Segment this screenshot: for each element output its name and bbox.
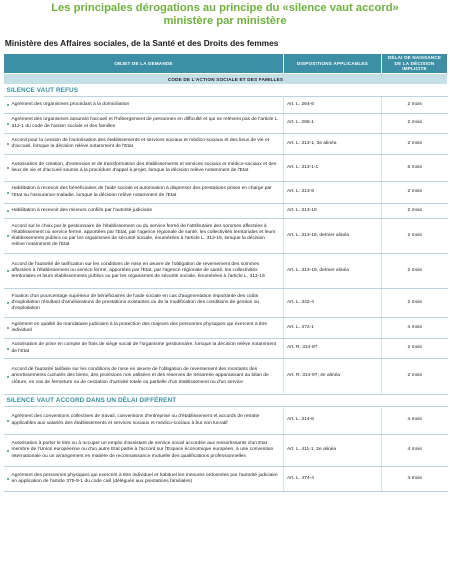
cell-objet <box>4 407 284 435</box>
cell-objet <box>4 359 284 395</box>
cell-objet-text: Agrément des conventions collectives de travail, conventions d'entreprise ou d'établissement et accords de retraite applicables aux salariés des établissements et services sociaux et médico-sociaux à but non lucratif <box>11 414 260 426</box>
bullet-icon <box>7 235 9 237</box>
cell-objet <box>4 114 284 134</box>
bullet-icon <box>7 450 9 452</box>
column-header-objet: OBJET DE LA DEMANDE <box>4 54 284 74</box>
bullet-icon <box>7 348 9 350</box>
table-row <box>4 114 448 134</box>
column-header-dispositions: DISPOSITIONS APPLICABLES <box>284 54 382 74</box>
cell-delai: 2 mois <box>382 182 448 204</box>
cell-objet-text: Autorisation de prise en compte de frais de siège social de l'organisme gestionnaire, lorsque la décision relève notamment de l'Etat <box>11 342 277 354</box>
cell-delai: 2 mois <box>382 254 448 289</box>
bullet-icon <box>7 420 9 422</box>
cell-dispositions: Art. L. 411-1, 2e alinéa <box>284 435 382 467</box>
cell-delai: 2 mois <box>382 289 448 318</box>
bullet-icon <box>7 123 9 125</box>
cell-delai: 2 mois <box>382 204 448 219</box>
cell-objet <box>4 435 284 467</box>
cell-objet <box>4 182 284 204</box>
cell-delai: 4 mois <box>382 435 448 467</box>
cell-delai: 4 mois <box>382 318 448 339</box>
bullet-icon <box>7 104 9 106</box>
cell-dispositions: Art. L. 313-8 <box>284 182 382 204</box>
cell-objet-text: Accord pour la cession de l'autorisation des établissements et services sociaux et médico-sociaux et des lieux de vie et d'accueil, lorsque la décision relève notamment de l'Etat <box>11 137 270 149</box>
cell-objet <box>4 134 284 155</box>
bullet-icon <box>7 376 9 378</box>
cell-dispositions: Art. R. 314-97, 4e alinéa <box>284 359 382 395</box>
column-header-delai: DÉLAI DE NAISSANCE DE LA DÉCISION IMPLICITE <box>382 54 448 74</box>
cell-dispositions: Art. L. 313-19, dernier alinéa <box>284 219 382 254</box>
cell-objet <box>4 204 284 219</box>
cell-delai: 4 mois <box>382 407 448 435</box>
derogations-table <box>3 53 448 492</box>
cell-dispositions: Art. L. 264-6 <box>284 97 382 114</box>
table-row <box>4 219 448 254</box>
cell-objet <box>4 155 284 182</box>
title-line-1: Les principales dérogations au principe du «silence vaut accord» <box>51 2 399 14</box>
cell-objet <box>4 339 284 359</box>
cell-dispositions: Art. L. 472-1 <box>284 318 382 339</box>
table-row <box>4 435 448 467</box>
cell-dispositions: Art. R. 314-87 <box>284 339 382 359</box>
bullet-icon <box>7 143 9 145</box>
table-row <box>4 467 448 492</box>
cell-objet-text: Agrément en qualité de mandataire judiciaire à la protection des majeurs des personnes physiques qui exercent à titre individuel <box>11 321 268 333</box>
cell-objet-text: Autorisation de création, d'extension et de transformation des établissements et services sociaux et médico-sociaux et des lieux de vie et d'accueil soumis à la procédure d'appel à projet, lorsque la décision relève notamment de l'Etat <box>11 161 277 173</box>
cell-objet <box>4 467 284 492</box>
cell-dispositions: Art. L. 265-1 <box>284 114 382 134</box>
bullet-icon <box>7 478 9 480</box>
cell-objet-text: Agrément des organismes assurant l'accueil et l'hébergement de personnes en difficulté et qui ne relèvent pas de l'article L. 312-1 du code de l'action sociale et des familles <box>11 117 279 129</box>
ministry-heading: Ministère des Affaires sociales, de la Santé et des Droits des femmes <box>4 38 279 48</box>
cell-delai: 6 mois <box>382 155 448 182</box>
table-row <box>4 204 448 219</box>
cell-objet-text: Fixation d'un pourcentage supérieur de bénéficiaires de l'aide sociale en cas d'augmentation importante des coûts d'exploitation résultant d'améliorations de prestations existantes ou de la modification des conditions de gestion ou d'exploitation <box>11 293 260 312</box>
table-body <box>4 74 448 492</box>
code-title: CODE DE L'ACTION SOCIALE ET DES FAMILLES <box>4 74 448 85</box>
table-row <box>4 407 448 435</box>
cell-delai: 2 mois <box>382 359 448 395</box>
cell-objet-text: Autorisation à porter le titre ou à occuper un emploi d'assistant de service social accordée aux ressortissants d'un Etat membre de l'Union européenne ou d'un autre Etat partie à l'accord sur l'Espace économique européen, à une convention internationale ou un arrangement en matière de reconnaissance mutuelle des qualifications professionnelles <box>11 441 274 459</box>
cell-dispositions: Art. L. 342-4 <box>284 289 382 318</box>
table-row <box>4 318 448 339</box>
table-row <box>4 254 448 289</box>
cell-objet-text: Accord de l'autorité tarifaire sur les conditions de mise en œuvre de l'obligation de reversement des montants des amortissements cumulés des biens, des provisions non utilisées et des réserves de trésorerie apparaissant au bilan de clôture, en cas de fermeture ou de cessation d'activité totale ou partielle d'un établissement ou d'un service <box>11 367 269 385</box>
table-header-row <box>4 54 448 74</box>
cell-dispositions: Art. L. 313-1, 3e alinéa <box>284 134 382 155</box>
cell-dispositions: Art. L. 474-4 <box>284 467 382 492</box>
cell-objet-text: Agrément des personnes physiques qui exercent à titre individuel et habituel les mesures ordonnées par l'autorité judiciaire en application de l'article 375-9-1 du code civil (délégués aux prestations familiales) <box>11 472 278 484</box>
table-row <box>4 134 448 155</box>
section-row <box>4 85 448 97</box>
bullet-icon <box>7 210 9 212</box>
section-title: SILENCE VAUT ACCORD DANS UN DÉLAI DIFFÉRENT <box>4 395 448 407</box>
cell-objet <box>4 219 284 254</box>
table-row <box>4 339 448 359</box>
section-row <box>4 395 448 407</box>
bullet-icon <box>7 270 9 272</box>
table-row <box>4 155 448 182</box>
table-row <box>4 182 448 204</box>
cell-objet <box>4 254 284 289</box>
title-line-2: ministère par ministère <box>163 14 287 27</box>
table-row <box>4 359 448 395</box>
cell-delai: 2 mois <box>382 97 448 114</box>
cell-dispositions: Art. L. 313-1-1 <box>284 155 382 182</box>
cell-objet-text: Agrément des organismes procédant à la domiciliation <box>11 101 130 107</box>
cell-delai: 4 mois <box>382 467 448 492</box>
cell-delai: 2 mois <box>382 339 448 359</box>
section-title: SILENCE VAUT REFUS <box>4 85 448 97</box>
cell-objet-text: Habilitation à recevoir des mineurs confiés par l'autorité judiciaire <box>11 207 153 213</box>
cell-delai: 2 mois <box>382 134 448 155</box>
cell-objet <box>4 289 284 318</box>
cell-dispositions: Art. L. 314-6 <box>284 407 382 435</box>
cell-objet-text: Accord de l'autorité de tarification sur les conditions de mise en œuvre de l'obligation de reversement des sommes affectées à l'établissement ou service fermé, apportées par l'Etat, par l'agence régionale de santé, les collectivités territoriales et leurs établissements publics ou par les organismes de sécurité sociale, énumérées à l'article L. 313-19 <box>11 261 265 280</box>
code-title-row <box>4 74 448 85</box>
cell-delai: 2 mois <box>382 114 448 134</box>
cell-dispositions: Art. L. 313-10 <box>284 204 382 219</box>
cell-dispositions: Art. L. 313-19, dernier alinéa <box>284 254 382 289</box>
bullet-icon <box>7 302 9 304</box>
cell-objet-text: Habilitation à recevoir des bénéficiaires de l'aide sociale et autorisation à dispenser des prestations prises en charge par l'Etat ou l'assurance-maladie, lorsque la décision relève notamment de l'Etat <box>11 186 272 198</box>
table-row <box>4 289 448 318</box>
bullet-icon <box>7 192 9 194</box>
cell-objet <box>4 97 284 114</box>
page-title <box>0 0 450 27</box>
cell-objet-text: Accord sur le choix par le gestionnaire de l'établissement ou du service fermé de l'attributaire des sommes affectées à l'établissement ou service fermé, apportées par l'Etat, par l'agence régionale de santé, les collectivités territoriales et leurs établissements publics ou par les organismes de sécurité sociale, énumérées à l'article L. 313-19, lorsque la décision relève notamment de l'Etat <box>11 223 276 248</box>
table-row <box>4 97 448 114</box>
bullet-icon <box>7 327 9 329</box>
bullet-icon <box>7 167 9 169</box>
cell-objet <box>4 318 284 339</box>
cell-delai: 2 mois <box>382 219 448 254</box>
